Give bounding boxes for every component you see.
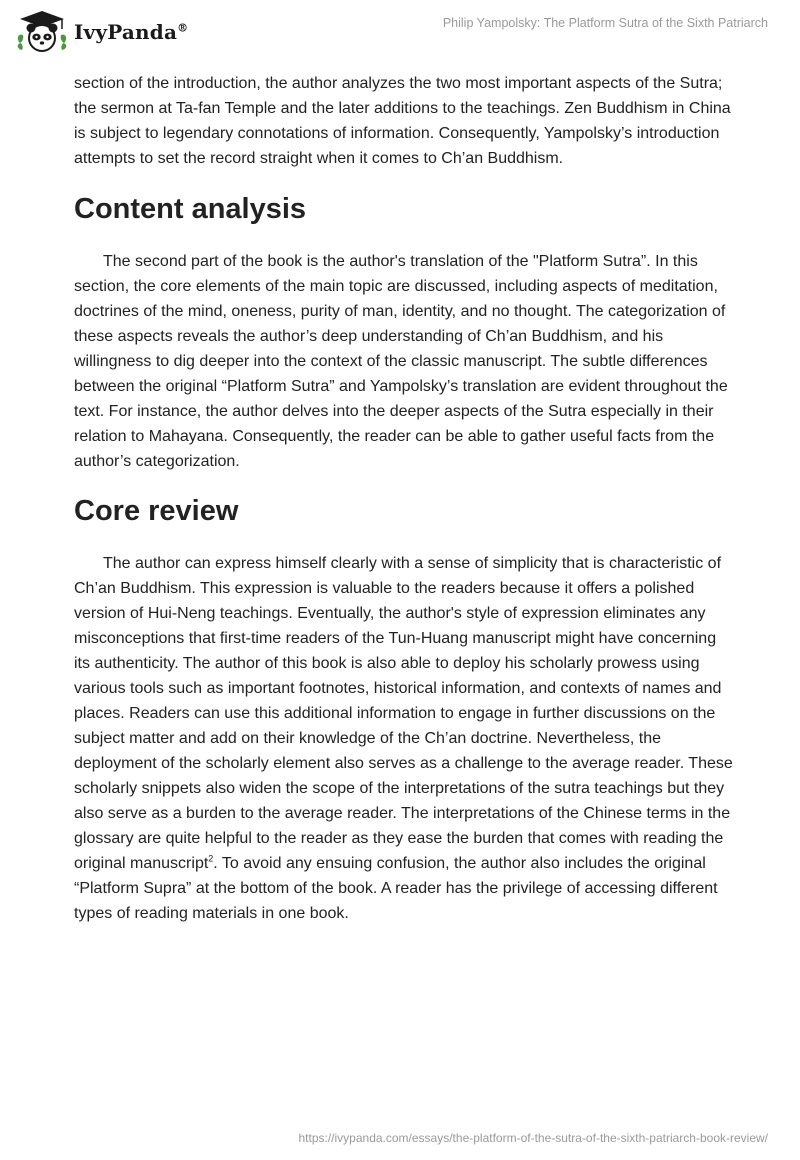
core-review-paragraph (74, 551, 734, 926)
panda-graduate-icon (14, 9, 70, 55)
core-review-text-part2: . To avoid any ensuing confusion, the author also includes the original “Platform Supra” at the bottom of the book. A reader has the privilege of accessing different types of reading materials in one book. (74, 855, 718, 922)
footnote-ref[interactable]: 2 (208, 853, 214, 864)
ivypanda-logo[interactable] (14, 8, 188, 56)
content-analysis-paragraph: The second part of the book is the author's translation of the "Platform Sutra”. In this section, the core elements of the main topic are discussed, including aspects of meditation, doctrines of the mind, oneness, purity of man, identity, and no thought. The categorization of these aspects reveals the author’s deep understanding of Ch’an Buddhism, and his willingness to dig deeper into the context of the classic manuscript. The subtle differences between the original “Platform Sutra” and Yampolsky’s translation are evident throughout the text. For instance, the author delves into the deeper aspects of the Sutra especially in their relation to Mahayana. Consequently, the reader can be able to gather useful facts from the author’s categorization. (74, 253, 728, 470)
essay-body (74, 71, 734, 926)
source-url[interactable]: https://ivypanda.com/essays/the-platform-of-the-sutra-of-the-sixth-patriarch-book-review/ (298, 1131, 768, 1145)
page-header (0, 0, 800, 70)
intro-paragraph: section of the introduction, the author analyzes the two most important aspects of the Sutra; the sermon at Ta-fan Temple and the later additions to the teachings. Zen Buddhism in China is subject to legendary connotations of information. Consequently, Yampolsky’s introduction attempts to set the record straight when it comes to Ch’an Buddhism. (74, 75, 731, 167)
core-review-text-part1: The author can express himself clearly with a sense of simplicity that is characteristic of Ch’an Buddhism. This expression is valuable to the readers because it offers a polished version of Hui-Neng teachings. Eventually, the author's style of expression eliminates any misconceptions that first-time readers of the Tun-Huang manuscript might have concerning its authenticity. The author of this book is also able to deploy his scholarly prowess using various tools such as important footnotes, historical information, and contexts of names and places. Readers can use this additional information to engage in further discussions on the subject matter and add on their knowledge of the Ch’an doctrine. Nevertheless, the deployment of the scholarly element also serves as a challenge to the average reader. These scholarly snippets also widen the scope of the interpretations of the sutra teachings but they also serve as a burden to the average reader. The interpretations of the Chinese terms in the glossary are quite helpful to the reader as they ease the burden that comes with reading the original manuscript (74, 555, 733, 872)
content-analysis-heading: Content analysis (74, 193, 307, 225)
core-review-heading: Core review (74, 495, 239, 527)
logo-wordmark (74, 20, 188, 44)
running-title: Philip Yampolsky: The Platform Sutra of the Sixth Patriarch (442, 16, 768, 30)
logo-name: IvyPanda (74, 20, 178, 44)
registered-mark: ® (177, 21, 189, 35)
